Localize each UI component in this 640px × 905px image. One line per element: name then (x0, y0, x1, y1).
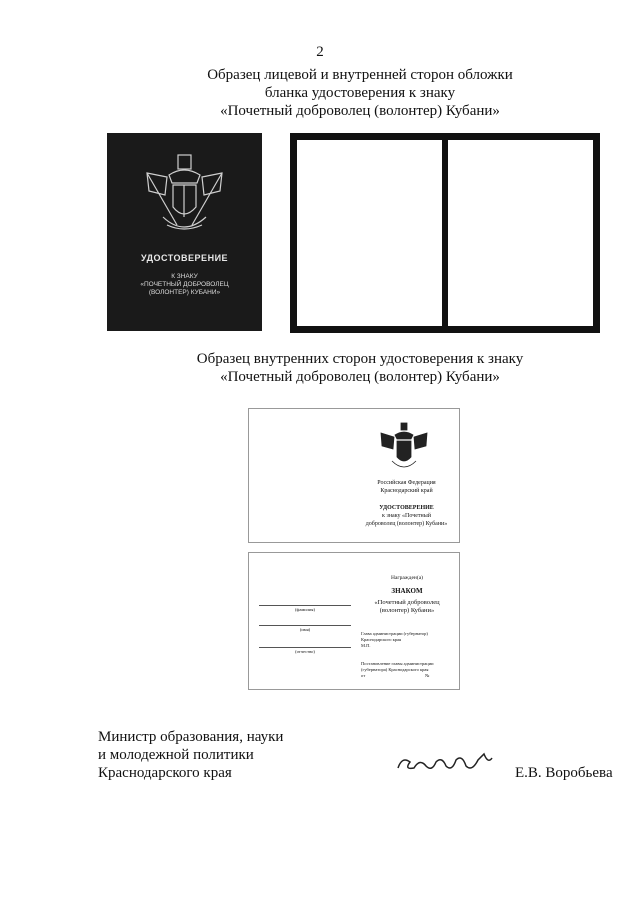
inner-line: доброволец (волонтер) Кубани» (365, 521, 448, 527)
inner-line: к знаку «Почетный (382, 513, 431, 519)
coat-of-arms-icon (107, 133, 262, 253)
coat-of-arms-icon (249, 409, 461, 479)
certificate-cover (107, 133, 262, 331)
page-number: 2 (316, 44, 324, 60)
field-line (259, 647, 351, 648)
spread-fold (442, 140, 448, 326)
region: Краснодарский край (380, 488, 433, 494)
decree-line (361, 673, 457, 679)
cover-inner-spread (290, 133, 600, 333)
field-line (259, 605, 351, 606)
decree-line: (губернатора) Краснодарского края (361, 667, 429, 672)
inner-page-right (248, 552, 460, 690)
cover-line: «ПОЧЕТНЫЙ ДОБРОВОЛЕЦ (140, 281, 229, 288)
award-name (353, 599, 461, 615)
minister-line: Краснодарского края (98, 765, 232, 781)
heading-inner-sample (0, 350, 640, 386)
inner-page-left (248, 408, 460, 543)
inner-subtitle (354, 512, 459, 528)
award-line: (волонтер) Кубани» (379, 607, 435, 614)
heading-line: Образец внутренних сторон удостоверения к знаку (196, 351, 524, 367)
handwritten-signature-icon (392, 748, 502, 778)
decree-date: от (361, 673, 366, 678)
field-label-name: (имя) (299, 627, 311, 632)
cover-line: К ЗНАКУ (171, 273, 198, 280)
country-region (354, 479, 459, 495)
heading-cover-sample (0, 66, 640, 120)
minister-line: Министр образования, науки (98, 729, 284, 745)
inner-title: УДОСТОВЕРЕНИЕ (379, 505, 434, 511)
minister-line: и молодежной политики (98, 747, 254, 763)
field-label-surname: (фамилия) (295, 607, 315, 612)
signature-block (361, 631, 457, 649)
sign-line: Глава администрации (губернатор) (361, 631, 428, 636)
sign-line: М.П. (361, 643, 371, 648)
award-line: «Почетный доброволец (374, 599, 440, 606)
decree-number: № (425, 673, 430, 678)
country: Российская Федерация (377, 480, 436, 486)
cover-title: УДОСТОВЕРЕНИЕ (140, 253, 229, 263)
award-title: ЗНАКОМ (391, 587, 423, 595)
heading-line: «Почетный доброволец (волонтер) Кубани» (220, 369, 500, 385)
heading-line: бланка удостоверения к знаку (264, 85, 456, 101)
heading-line: «Почетный доброволец (волонтер) Кубани» (220, 103, 500, 119)
decree-line: Постановление главы администрации (361, 661, 434, 666)
signer-name: Е.В. Воробьева (515, 765, 613, 781)
sign-line: Краснодарского края (361, 637, 402, 642)
awarded-label: Награжден(а) (391, 575, 423, 581)
field-label-patronymic: (отчество) (295, 649, 315, 654)
cover-line: (ВОЛОНТЕР) КУБАНИ» (148, 289, 221, 296)
field-line (259, 625, 351, 626)
minister-title (98, 728, 283, 782)
cover-subtitle (107, 273, 262, 297)
decree-block (361, 661, 457, 679)
heading-line: Образец лицевой и внутренней сторон обложки (207, 67, 513, 83)
